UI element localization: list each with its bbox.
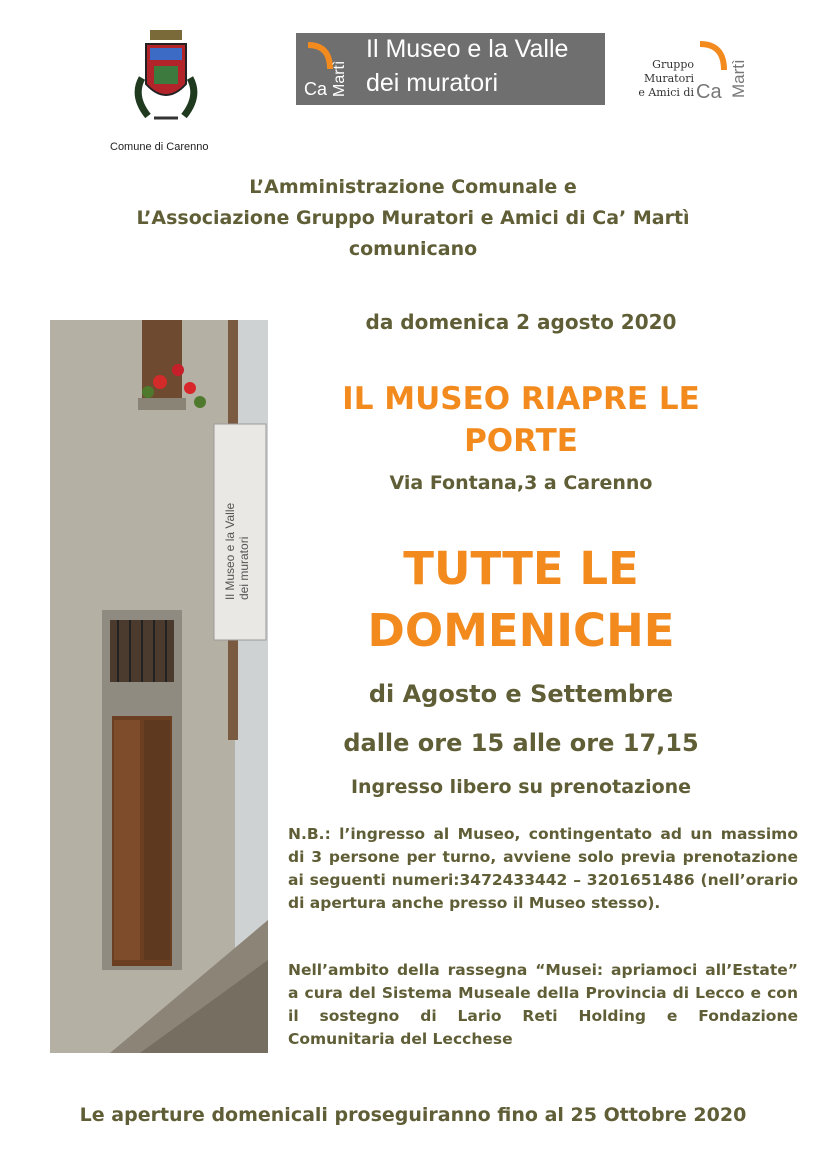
intro-line1: L’Amministrazione Comunale e: [249, 176, 577, 198]
svg-text:Ca: Ca: [304, 79, 328, 99]
svg-text:Martì: Martì: [331, 60, 348, 97]
initiative-note: Nell’ambito della rassegna “Musei: apriamoci all’Estate” a cura del Sistema Museale della Provincia di Lecco e con il sostegno di Lario Reti Holding e Fondazione Comunitaria del Lecchese: [288, 961, 798, 1048]
comune-crest-icon: [128, 26, 204, 126]
intro-text: [60, 172, 766, 265]
footer-note: Le aperture domenicali proseguiranno fino al 25 Ottobre 2020: [79, 1104, 747, 1126]
sundays-line1: TUTTE LE: [403, 542, 639, 595]
svg-text:Ca: Ca: [696, 81, 722, 102]
camarti-mark-icon: [300, 37, 352, 101]
address: Via Fontana,3 a Carenno: [389, 472, 653, 494]
group-logo-line2: Muratori: [644, 72, 694, 85]
camarti-mark-icon: [694, 38, 754, 102]
svg-text:Martì: Martì: [729, 59, 748, 98]
group-logo-line1: Gruppo: [652, 58, 694, 71]
museum-logo-line2: dei muratori: [366, 69, 498, 97]
svg-text:Il Museo e la Valle: Il Museo e la Valle: [223, 502, 237, 600]
sundays-heading: [290, 538, 752, 662]
comune-label: Comune di Carenno: [110, 141, 209, 153]
intro-line3: comunicano: [348, 238, 478, 260]
headline-line2: PORTE: [464, 423, 578, 459]
headline-line1: IL MUSEO RIAPRE LE: [342, 381, 700, 417]
hours-line: dalle ore 15 alle ore 17,15: [343, 729, 699, 757]
museum-entrance-photo: [50, 320, 268, 1053]
intro-line2: L’Associazione Gruppo Muratori e Amici di Ca’ Martì: [136, 207, 690, 229]
group-logo-line3: e Amici di: [638, 86, 694, 99]
museum-logo: [296, 33, 605, 105]
date-line: da domenica 2 agosto 2020: [365, 310, 677, 334]
months-line: di Agosto e Settembre: [368, 680, 674, 708]
svg-text:dei muratori: dei muratori: [237, 536, 251, 600]
booking-note: N.B.: l’ingresso al Museo, contingentato ad un massimo di 3 persone per turno, avviene solo previa prenotazione ai seguenti numeri:3472433442 – 3201651486 (nell’orario di apertura anche presso il Museo stesso).: [288, 825, 798, 912]
entry-line: Ingresso libero su prenotazione: [350, 776, 692, 798]
headline: [290, 378, 752, 462]
group-logo: [626, 36, 756, 106]
museum-logo-line1: Il Museo e la Valle: [366, 35, 569, 63]
sundays-line2: DOMENICHE: [367, 604, 675, 657]
